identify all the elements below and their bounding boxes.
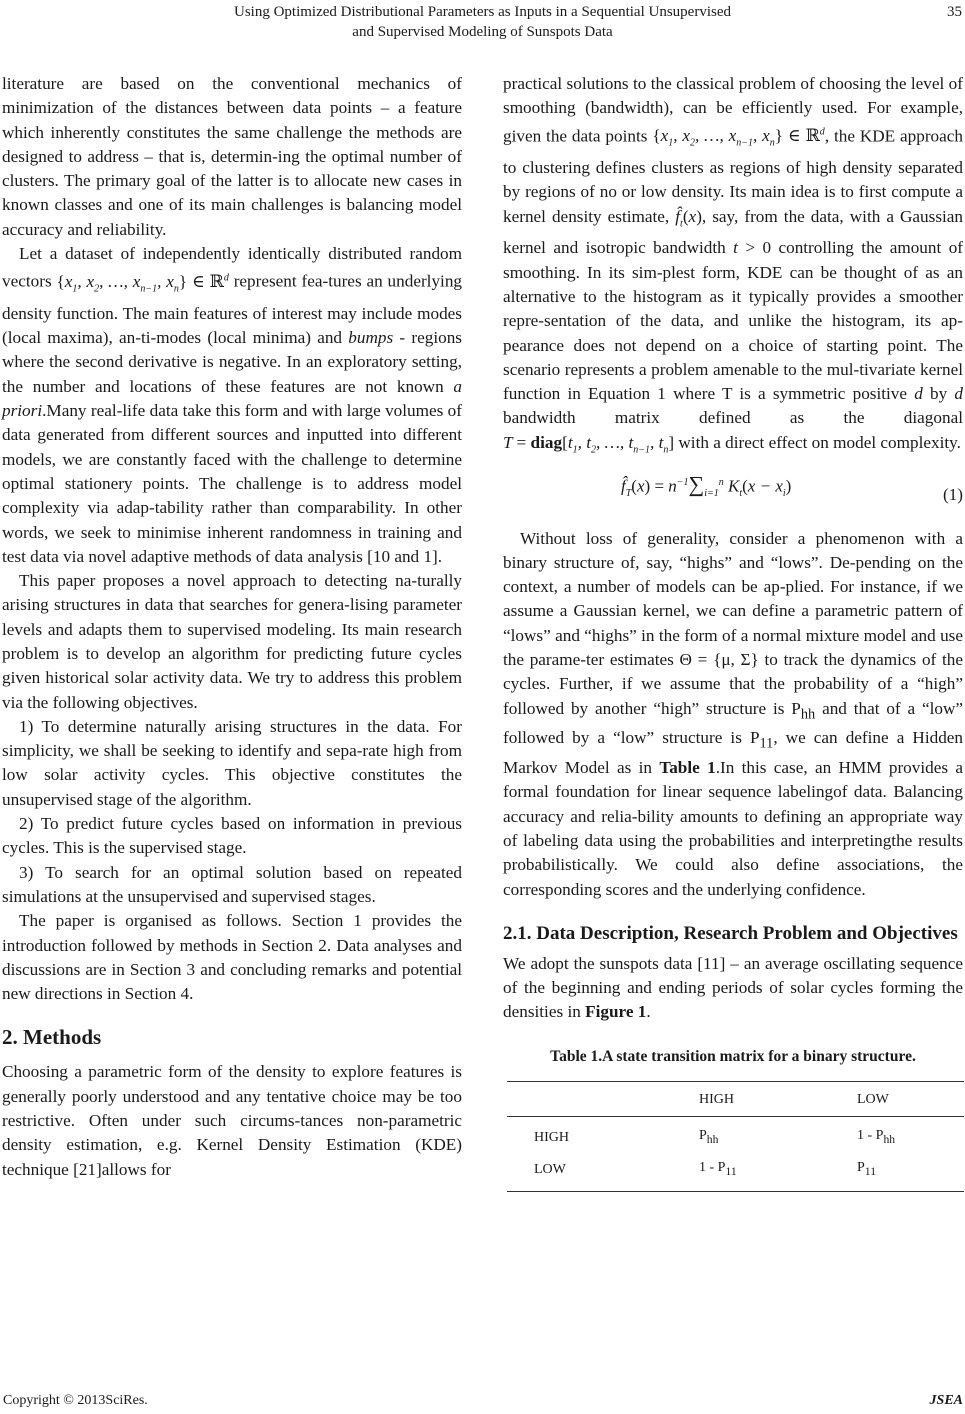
paragraph: Let a dataset of independently identically distributed random vectors {$x_1$, $x_2$, …, $x_{n-1}$, $x_n$} ∈ ℝ$^d$ represent fea-tures an underlying density function. The main features of interest may include modes (local maxima), an-ti-modes (local minima) and bumps - regions where the second derivative is negative. In an exploratory setting, the number and locations of these features are not known a priori.Many real-life data take this form and with large volumes of data generated from different sources and inputted into different models, we are constantly faced with the challenge to determine optimal stationery points. The challenge is to address model complexity via adap-tability rather than comparability. In other words, we seek to minimise inherent randomness in training and test data via novel adaptive methods of data analysis [10 and 1]. [2,244,463,566]
objective-1: 1) To determine naturally arising structures in the data. For simplicity, we shall be seeking to identify and sepa-rate high from low solar activity cycles. This objective constitutes the unsupervised stage of the algorithm. [2,716,462,809]
page-number: 35 [947,4,962,20]
paragraph: literature are based on the conventional mechanics of minimization of the distances between data points – a feature which inherently constitutes the same challenge the methods are designed to address – that is, determin-ing the optimal number of clusters. The primary goal of the latter is to allocate new cases in known classes and one of its main challenges is balancing model accuracy and reliability. [2,74,462,239]
header-title-line1: Using Optimized Distributional Parameters as Inputs in a Sequential Unsupervised [234,4,731,20]
equation-1 [503,467,963,519]
copyright: Copyright © 2013SciRes. [3,1393,148,1408]
subsection-heading: 2.1. Data Description, Research Problem and Objectives [503,922,958,944]
kde-equation: $f̂_T(x) = n^{-1}\sum_{i=1}^n$ $K_t(x - x_i)$ [621,471,792,499]
section-heading: 2. Methods [2,1025,102,1050]
objective-2: 2) To predict future cycles based on information in previous cycles. This is the supervised stage. [2,814,462,858]
kde-estimate-formula: $f̂_t(x)$ [675,206,702,230]
page-footer [3,1393,963,1409]
transition-matrix-table [507,1081,964,1191]
data-points-formula: {$x_1$, $x_2$, …, $x_{n-1}$, $x_n$} ∈ ℝ$^d$ [652,126,825,149]
table-caption: Table 1.A state transition matrix for a binary structure. [550,1047,916,1065]
paragraph: We adopt the sunspots data [11] – an average oscillating sequence of the beginning and ending periods of solar cycles forming the densities in Figure 1. [503,953,963,1022]
objective-3: 3) To search for an optimal solution based on repeated simulations at the unsupervised and supervised stages. [2,862,462,906]
paragraph: The paper is organised as follows. Section 1 provides the introduction followed by methods in Section 2. Data analyses and discussions are in Section 3 and concluding remarks and potential new directions in Section 4. [2,911,462,1004]
right-column [503,72,963,1192]
bandwidth-condition: t > 0 [733,238,772,258]
header-title-line2: and Supervised Modeling of Sunspots Data [352,24,613,40]
left-column [2,72,462,1182]
vector-set-formula: {$x_1$, $x_2$, …, $x_{n-1}$, $x_n$} ∈ ℝ$^d$ [56,272,229,295]
paragraph: Choosing a parametric form of the density to explore features is generally poorly understood and any tentative choice may be too restrictive. Often under such circums-tances non-parametric density estimation, e.g. Kernel Density Estimation (KDE) technique [21]allows for [2,1062,462,1179]
paragraph: Without loss of generality, consider a phenomenon with a binary structure of, say, “highs” and “lows”. De-pending on the context, a number of models can be ap-plied. For instance, if we assume a Gaussian kernel, we can define a parametric pattern of “lows” and “highs” in the form of a normal mixture model and use the parame-ter estimates Θ = {μ, Σ} to track the dynamics of the cycles. Further, if we assume that the probability of a “high” followed by another “high” structure is $P_{hh}$ and that of a “low” followed by a “low” structure is $P_{11}$, we can define a Hidden Markov Model as in Table 1.In this case, an HMM provides a formal foundation for linear sequence labelingof data. Balancing accuracy and relia-bility amounts to defining an appropriate way of labeling data using the probabilities and interpretingthe results probabilistically. We could also define associations, the corresponding scores and the underlying confidence. [503,528,964,899]
paragraph: practical solutions to the classical problem of choosing the level of smoothing (bandwidth), can be efficiently used. For example, given the data points {$x_1$, $x_2$, …, $x_{n-1}$, $x_n$} ∈ ℝ$^d$, the KDE approach to clustering defines clusters as regions of high density separated by regions of no or low density. Its main idea is to first compute a kernel density estimate, $f̂_t(x)$, say, from the data, with a Gaussian kernel and isotropic bandwidth t > 0 controlling the amount of smoothing. In its sim-plest form, KDE can be thought of as an alternative to the histogram as it typically provides a smoother repre-sentation of the data, and unlike the histogram, its ap-pearance does not depend on a choice of starting point. The scenario represents a problem amenable to the mul-tivariate kernel function in Equation 1 where T is a symmetric positive d by d bandwidth matrix defined as the diagonal $T = diag[t_1$, $t_2$, …, $t_{n-1}$, $t_n$] with a direct effect on model complexity. [503,74,964,456]
table-row: LOW $1 - P_{11}$ $P_{11}$ [507,1154,964,1191]
paragraph: This paper proposes a novel approach to detecting na-turally arising structures in data that searches for genera-lising parameter levels and adapts them to supervised modeling. Its main research problem is to develop an algorithm for predicting future cycles given historical solar activity data. We try to address this problem via the following objectives. [2,571,462,712]
journal-name: JSEA [929,1393,963,1408]
equation-number: (1) [942,484,963,504]
table-header [507,1082,699,1117]
diag-matrix-formula: $T = diag[t_1$, $t_2$, …, $t_{n-1}$, $t_n$] [503,432,675,456]
parameter-set-formula: Θ = {μ, Σ} [679,649,759,669]
table-header: LOW [857,1082,964,1117]
table-row: HIGH $P_{hh}$ $1 - P_{hh}$ [534,1128,896,1147]
table-header: HIGH [699,1082,857,1117]
running-header [0,0,965,42]
